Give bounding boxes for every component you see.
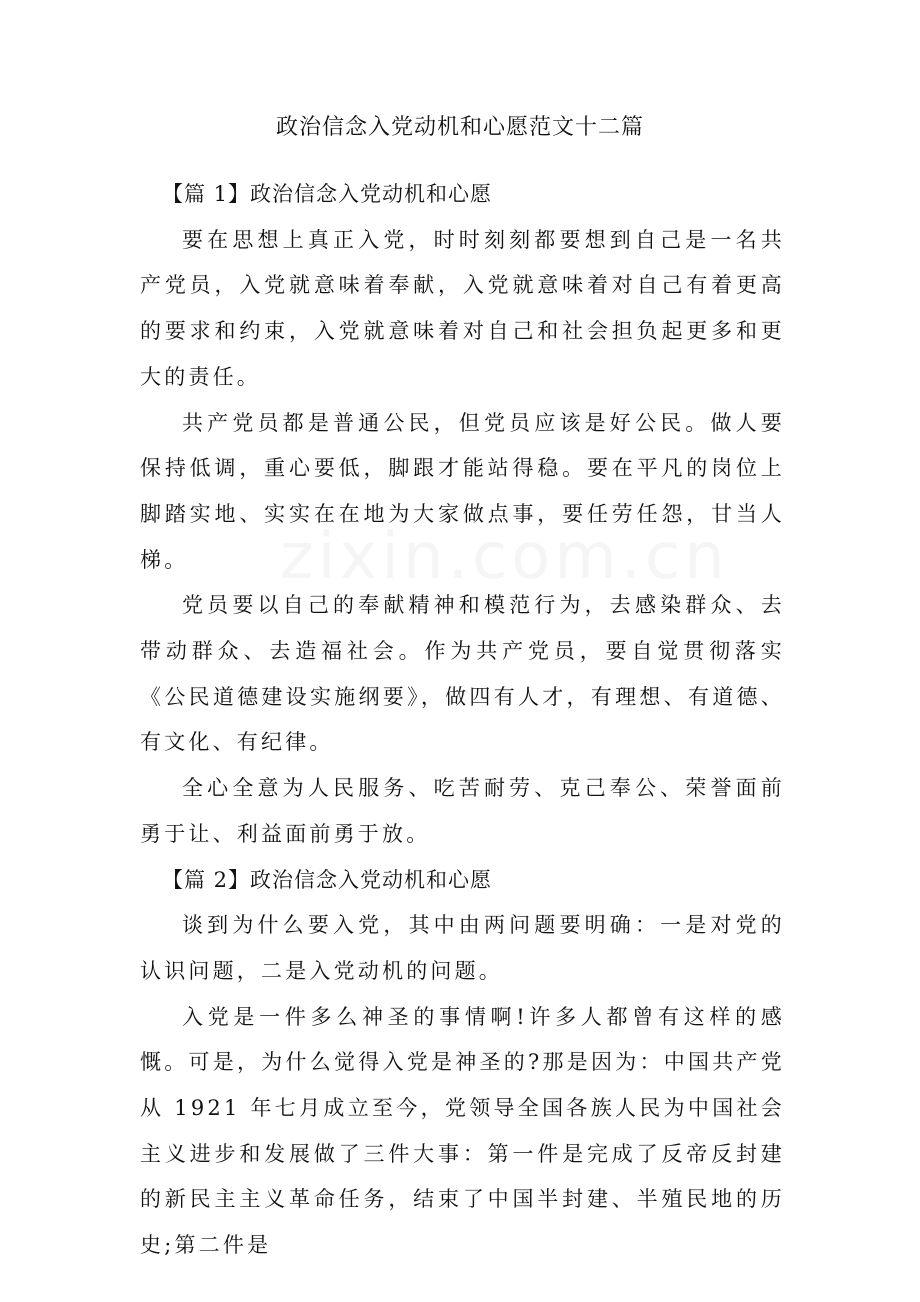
document-body	[140, 172, 785, 1269]
document-title: 政治信念入党动机和心愿范文十二篇	[275, 115, 644, 140]
section-heading-2: 【篇 2】政治信念入党动机和心愿	[162, 867, 493, 892]
watermark-text: zixin.com.cn	[280, 520, 729, 594]
paragraph: 谈到为什么要入党，其中由两问题要明确：一是对党的认识问题，二是入党动机的问题。	[140, 913, 785, 983]
paragraph: 要在思想上真正入党，时时刻刻都要想到自己是一名共产党员，入党就意味着奉献，入党就意味着对自己有着更高的要求和约束，入党就意味着对自己和社会担负起更多和更大的责任。	[140, 227, 785, 389]
section-heading-1: 【篇 1】政治信念入党动机和心愿	[162, 182, 493, 206]
paragraph: 党员要以自己的奉献精神和模范行为，去感染群众、去带动群众、去造福社会。作为共产党员，要自觉贯彻落实《公民道德建设实施纲要》，做四有人才，有理想、有道德、有文化、有纪律。	[140, 593, 785, 755]
paragraph: 入党是一件多么神圣的事情啊!许多人都曾有这样的感慨。可是，为什么觉得入党是神圣的?那是因为：中国共产党从 1921 年七月成立至今，党领导全国各族人民为中国社会主义进步和发展做了三件大事：第一件是完成了反帝反封建的新民主主义革命任务，结束了中国半封建、半殖民地的历史;第二件是	[140, 1004, 785, 1258]
paragraph: 共产党员都是普通公民，但党员应该是好公民。做人要保持低调，重心要低，脚跟才能站得稳。要在平凡的岗位上脚踏实地、实实在在地为大家做点事，要任劳任怨，甘当人梯。	[140, 410, 785, 572]
paragraph: 全心全意为人民服务、吃苦耐劳、克己奉公、荣誉面前勇于让、利益面前勇于放。	[140, 776, 785, 846]
